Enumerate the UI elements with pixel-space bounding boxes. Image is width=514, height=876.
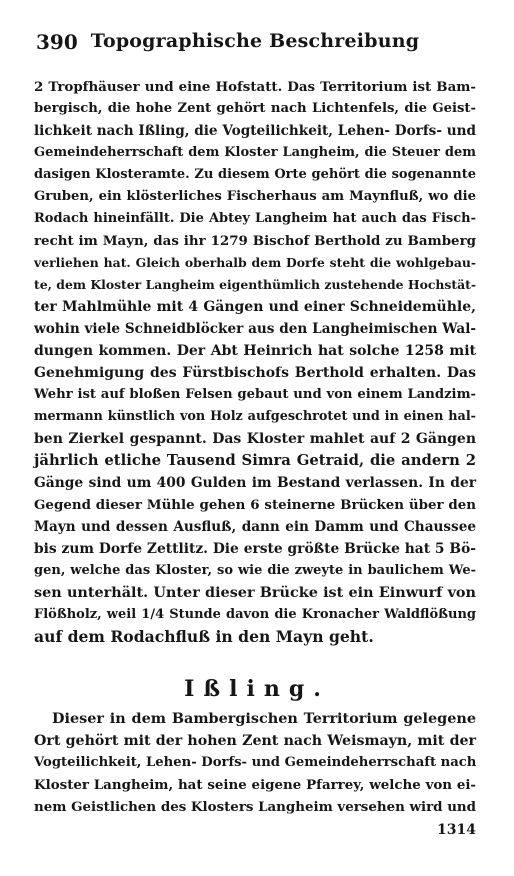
text-line: Genehmigung des Fürstbischofs Berthold erhalten. Das — [34, 365, 476, 381]
text-line: Gruben, ein klösterliches Fischerhaus am Maynfluß, wo die — [34, 189, 476, 204]
text-line: gen, welche das Kloster, so wie die zweyte in baulichem We- — [34, 563, 476, 578]
text-line: jährlich etliche Tausend Simra Getraid, die andern 2 — [34, 452, 476, 469]
text-line: Ort gehört mit der hohen Zent nach Weismayn, mit der — [34, 733, 476, 749]
text-line: te, dem Kloster Langheim eigenthümlich zustehende Hochstät- — [34, 277, 476, 292]
text-line: Kloster Langheim, hat seine eigene Pfarrey, welche von ei- — [34, 777, 476, 793]
section-heading: Ißling. — [184, 676, 330, 702]
text-line: Gegend dieser Mühle gehen 6 steinerne Brücken über den — [34, 497, 476, 513]
text-line: Mayn und dessen Ausfluß, dann ein Damm und Chaussee — [34, 519, 476, 535]
signature-mark: 1314 — [437, 822, 476, 838]
page-header — [36, 30, 474, 58]
text-line: Gemeindeherrschaft dem Kloster Langheim, die Steuer dem — [34, 145, 476, 160]
text-line: Vogteilichkeit, Lehen- Dorfs- und Gemeindeherrschaft nach — [34, 755, 477, 770]
text-line: Wehr ist auf bloßen Felsen gebaut und von einem Landzim- — [34, 387, 476, 402]
text-line: sen unterhält. Unter dieser Brücke ist ein Einwurf von — [34, 584, 476, 601]
text-line: ter Mahlmühle mit 4 Gängen und einer Schneidemühle, — [34, 299, 476, 315]
page-number: 390 — [36, 30, 78, 54]
text-line: Flößholz, weil 1/4 Stunde davon die Kronacher Waldflößung — [34, 607, 476, 622]
text-line: bergisch, die hohe Zent gehört nach Lichtenfels, die Geist- — [34, 101, 476, 116]
text-line: Gänge sind um 400 Gulden im Bestand verlassen. In der — [34, 475, 476, 491]
text-line: auf dem Rodachfluß in den Mayn geht. — [34, 627, 374, 646]
text-line: ben Zierkel gespannt. Das Kloster mahlet auf 2 Gängen — [34, 431, 476, 447]
text-line: Dieser in dem Bambergischen Territorium gelegene — [52, 710, 476, 727]
text-line: mermann künstlich von Holz aufgeschrotet und in einen hal- — [34, 409, 476, 424]
text-line: lichkeit nach Ißling, die Vogteilichkeit, Lehen- Dorfs- und — [34, 123, 476, 139]
text-line: verliehen hat. Gleich oberhalb dem Dorfe steht die wohlgebau- — [34, 255, 476, 270]
text-line: dungen kommen. Der Abt Heinrich hat solche 1258 mit — [34, 343, 476, 359]
text-line: wohin viele Schneidblöcker aus den Langheimischen Wal- — [34, 321, 476, 337]
running-title: Topographische Beschreibung — [90, 30, 420, 52]
text-line: dasigen Klosteramte. Zu diesem Orte gehört die sogenannte — [34, 167, 476, 182]
text-line: Rodach hineinfällt. Die Abtey Langheim hat auch das Fisch- — [34, 211, 476, 226]
text-line: recht im Mayn, das ihr 1279 Bischof Berthold zu Bamberg — [34, 233, 476, 249]
text-line: nem Geistlichen des Klosters Langheim versehen wird und — [34, 799, 477, 815]
text-line: 2 Tropfhäuser und eine Hofstatt. Das Territorium ist Bam- — [34, 79, 476, 95]
text-line: bis zum Dorfe Zettlitz. Die erste größte Brücke hat 5 Bö- — [34, 541, 476, 557]
